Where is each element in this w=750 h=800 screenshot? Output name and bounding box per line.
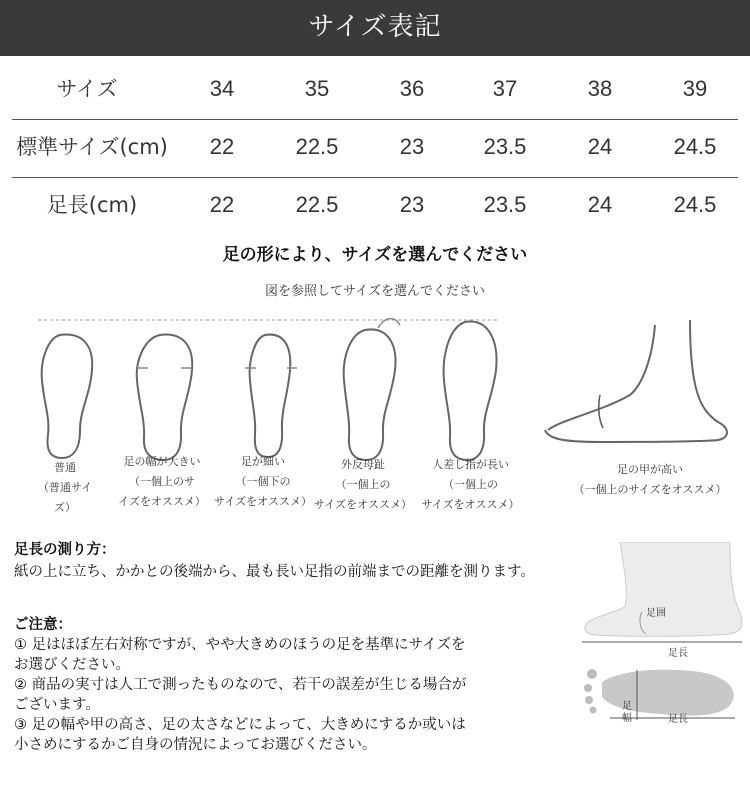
size-row xyxy=(12,62,738,120)
size-table xyxy=(12,62,738,235)
foot-shapes-illustration xyxy=(0,300,750,530)
standard-size-cell: 23.5 xyxy=(483,134,527,159)
width-label-2: 幅 xyxy=(622,713,632,724)
notes-section xyxy=(14,615,574,755)
standard-size-row xyxy=(12,120,738,178)
length-label-bottom: 足長 xyxy=(668,714,688,725)
note-line: ① 足はほぼ左右対称ですが、やや大きめのほうの足を基準にサイズを xyxy=(14,637,466,653)
note-line: ございます。 xyxy=(14,697,100,713)
foot-label: 足の甲が高い （一個上のサイズをオススメ） xyxy=(573,463,727,496)
size-cell: 39 xyxy=(682,76,708,101)
narrow-foot-outline xyxy=(250,335,291,457)
girth-label: 足囲 xyxy=(646,608,666,619)
size-cell: 34 xyxy=(209,76,235,101)
page-header xyxy=(0,0,750,56)
size-cell: 37 xyxy=(492,76,518,101)
foot-label: 足が細い （一個下の サイズをオススメ） xyxy=(213,455,312,508)
foot-length-cell: 22.5 xyxy=(295,192,339,217)
width-label-1: 足 xyxy=(622,701,632,712)
foot-measure-svg xyxy=(580,542,750,792)
length-label-top: 足長 xyxy=(668,648,688,659)
instep-arrow-icon xyxy=(599,395,603,428)
measure-section xyxy=(14,540,574,582)
standard-size-cell: 24.5 xyxy=(673,134,717,159)
standard-size-cell: 22 xyxy=(209,134,235,159)
guide-title: 足の形により、サイズを選んでください xyxy=(222,245,528,265)
size-cell: 36 xyxy=(399,76,425,101)
foot-length-cell: 24.5 xyxy=(673,192,717,217)
note-line: ② 商品の実寸は人工で測ったものなので、若干の誤差が生じる場合が xyxy=(14,677,467,693)
foot-label: 外反母趾 （一個上の サイズをオススメ） xyxy=(313,458,412,511)
long-toe-foot-outline xyxy=(444,322,497,460)
measure-heading: 足長の測り方： xyxy=(14,542,116,558)
normal-foot-outline xyxy=(42,335,93,458)
foot-label: 普通 （普通サイズ） xyxy=(37,461,93,514)
foot-length-cell: 22 xyxy=(209,192,235,217)
standard-size-cell: 23 xyxy=(399,134,425,159)
note-line: ③ 足の幅や甲の高さ、足の太さなどによって、大きめにするか或いは xyxy=(14,717,466,733)
foot-length-row xyxy=(12,178,738,235)
row-label: 足長(cm) xyxy=(46,193,138,217)
guide-subtitle: 図を参照してサイズを選んでください xyxy=(265,284,485,299)
foot-label: 人差し指が長い （一個上の サイズをオススメ） xyxy=(421,458,520,511)
note-line: 小さめにするかご自身の情況によってお選びください。 xyxy=(14,737,377,753)
note-line: お選びください。 xyxy=(14,657,130,673)
high-instep-foot-outline xyxy=(545,320,727,442)
foot-length-cell: 24 xyxy=(587,192,613,217)
wide-foot-outline xyxy=(137,335,192,460)
width-arrows xyxy=(137,319,603,428)
foot-length-cell: 23.5 xyxy=(483,192,527,217)
measure-text: 紙の上に立ち、かかとの後端から、最も長い足指の前端までの距離を測ります。 xyxy=(14,564,535,580)
row-label: 標準サイズ(cm) xyxy=(16,135,168,159)
foot-label: 足の幅が大きい （一個上のサ イズをオススメ） xyxy=(118,455,206,508)
notes-heading: ご注意： xyxy=(14,617,72,633)
foot-length-cell: 23 xyxy=(399,192,425,217)
foot-measure-diagram xyxy=(580,542,750,792)
size-cell: 38 xyxy=(587,76,613,101)
standard-size-cell: 24 xyxy=(587,134,613,159)
standard-size-cell: 22.5 xyxy=(295,134,339,159)
bunion-foot-outline xyxy=(344,329,396,460)
row-label: サイズ xyxy=(56,77,118,101)
size-cell: 35 xyxy=(304,76,330,101)
header-title: サイズ表記 xyxy=(308,12,442,42)
